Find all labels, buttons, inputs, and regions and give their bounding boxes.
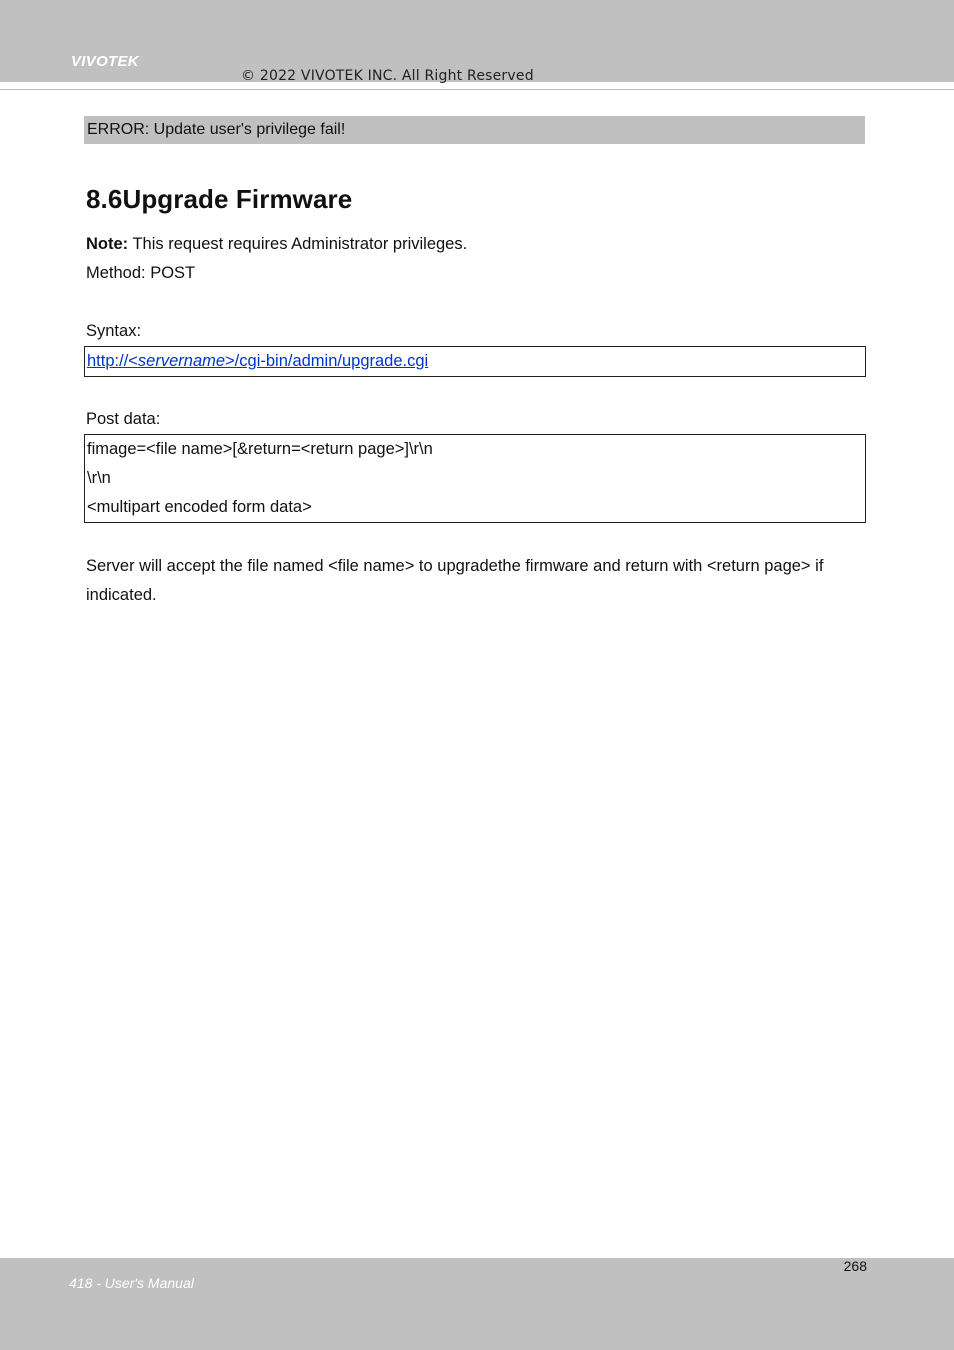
post-data-line: <multipart encoded form data> <box>87 498 312 516</box>
method-text: Method: POST <box>86 264 196 282</box>
post-data-line: fimage=<file name>[&return=<return page>]\r\n <box>87 440 433 458</box>
error-message-text: ERROR: Update user's privilege fail! <box>87 121 346 138</box>
syntax-url-link[interactable] <box>87 352 428 370</box>
syntax-url-prefix: http://< <box>87 352 138 370</box>
error-message-bar <box>84 116 865 144</box>
syntax-box <box>84 346 866 377</box>
post-data-label: Post data: <box>86 410 161 428</box>
page-number: 268 <box>843 1258 867 1274</box>
copyright-text: © 2022 VIVOTEK INC. All Right Reserved <box>241 68 534 84</box>
syntax-url-suffix: >/cgi-bin/admin/upgrade.cgi <box>225 352 429 370</box>
manual-page-label: 418 - User's Manual <box>69 1275 194 1291</box>
header-divider <box>0 89 954 90</box>
description-paragraph: Server will accept the file named <file name> to upgradethe firmware and return with <return page> if indicated. <box>86 557 824 604</box>
syntax-line <box>85 347 865 376</box>
note-label: Note: <box>86 235 129 253</box>
note-paragraph <box>86 234 467 254</box>
section-title: 8.6Upgrade Firmware <box>86 184 353 214</box>
brand-logo-text: VIVOTEK <box>71 53 139 70</box>
note-text: This request requires Administrator privileges. <box>128 235 468 253</box>
post-data-line: \r\n <box>87 469 111 487</box>
syntax-url-servername: servername <box>137 352 226 370</box>
syntax-label: Syntax: <box>86 322 142 340</box>
post-data-box <box>84 434 866 523</box>
footer-band <box>0 1258 954 1350</box>
